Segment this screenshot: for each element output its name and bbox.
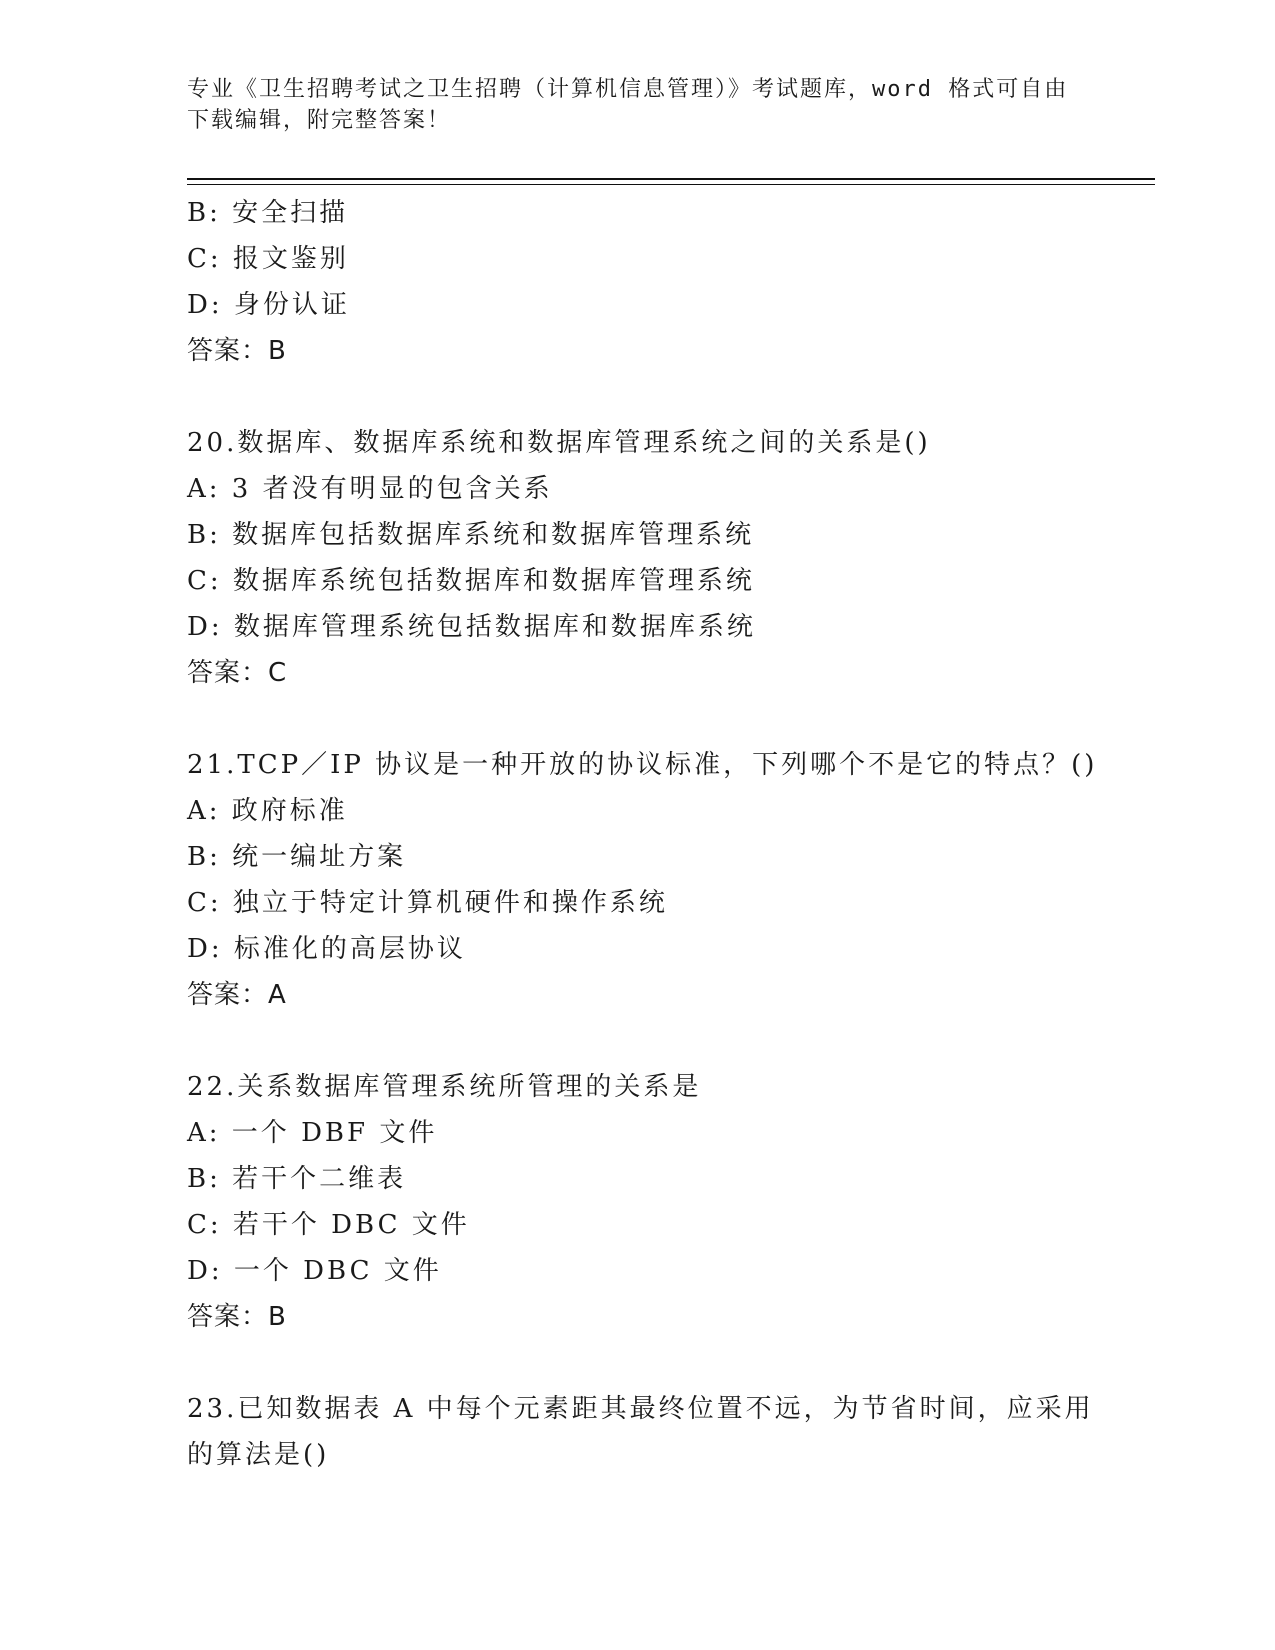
spacer	[187, 696, 1087, 742]
option-d: D: 数据库管理系统包括数据库和数据库系统	[187, 612, 756, 642]
question-23	[187, 1386, 1094, 1478]
option-b: B: 若干个二维表	[187, 1164, 407, 1194]
option-b: B: 统一编址方案	[187, 842, 407, 872]
question-text: 22.关系数据库管理系统所管理的关系是	[187, 1072, 702, 1102]
spacer	[187, 1340, 1087, 1386]
question-22	[187, 1064, 1087, 1340]
question-text-line-2: 的算法是()	[187, 1440, 330, 1470]
header-divider-thin	[187, 184, 1155, 185]
question-text: 20.数据库、数据库系统和数据库管理系统之间的关系是()	[187, 428, 931, 458]
option-d: D: 标准化的高层协议	[187, 934, 466, 964]
option-c: C: 数据库系统包括数据库和数据库管理系统	[187, 566, 755, 596]
answer: 答案：C	[187, 658, 288, 688]
question-20	[187, 420, 1087, 696]
document-header	[187, 74, 1087, 136]
answer: 答案：A	[187, 980, 287, 1010]
option-c: C: 报文鉴别	[187, 244, 349, 274]
answer: 答案：B	[187, 336, 287, 366]
option-a: A: 3 者没有明显的包含关系	[187, 474, 553, 504]
option-d: D: 一个 DBC 文件	[187, 1256, 442, 1286]
spacer	[187, 1018, 1087, 1064]
question-list	[187, 190, 1098, 1478]
question-text: 21.TCP／IP 协议是一种开放的协议标准，下列哪个不是它的特点？()	[187, 750, 1098, 780]
option-c: C: 独立于特定计算机硬件和操作系统	[187, 888, 668, 918]
option-a: A: 政府标准	[187, 796, 348, 826]
option-d: D: 身份认证	[187, 290, 350, 320]
option-c: C: 若干个 DBC 文件	[187, 1210, 470, 1240]
question-21	[187, 742, 1098, 1018]
question-text-line-1: 23.已知数据表 A 中每个元素距其最终位置不远，为节省时间，应采用	[187, 1394, 1094, 1424]
header-divider-thick	[187, 178, 1155, 180]
option-b: B: 安全扫描	[187, 198, 349, 228]
option-a: A: 一个 DBF 文件	[187, 1118, 438, 1148]
option-b: B: 数据库包括数据库系统和数据库管理系统	[187, 520, 755, 550]
question-19	[187, 190, 1087, 374]
spacer	[187, 374, 1087, 420]
header-intro-text: 专业《卫生招聘考试之卫生招聘（计算机信息管理）》考试题库，word 格式可自由下载编辑，附完整答案！	[187, 77, 1069, 133]
answer: 答案：B	[187, 1302, 287, 1332]
